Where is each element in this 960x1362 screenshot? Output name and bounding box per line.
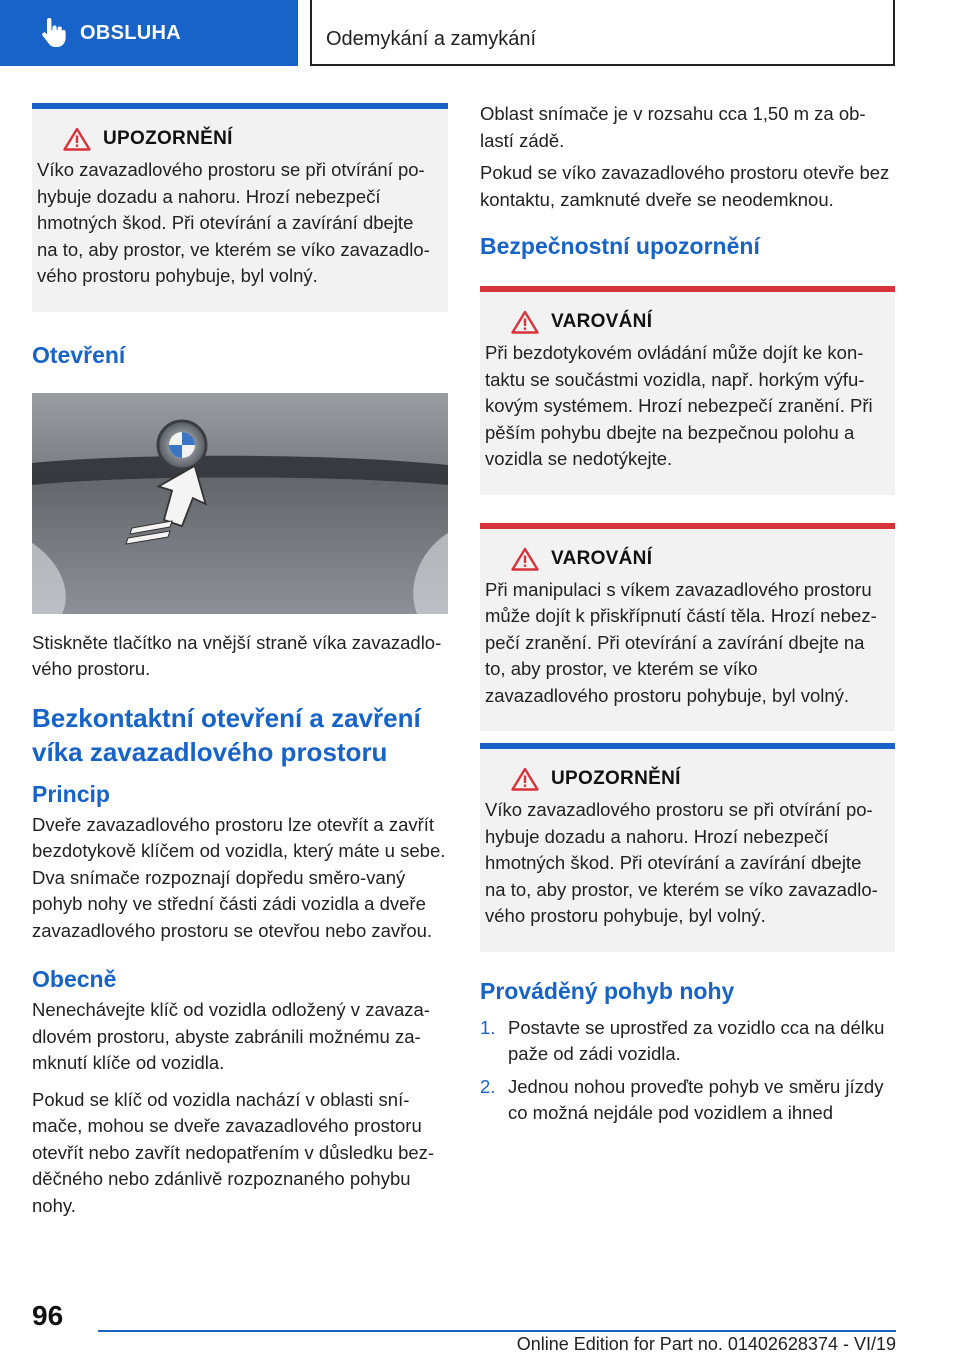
heading-safety: Bezpečnostní upozornění: [480, 233, 760, 259]
warning-text: Při manipulaci s víkem zavazadlového prostoru může dojít k přiskřípnutí částí těla. Hrozí nebez-pečí zranění. Při otevírání a zavírání dbejte na to, aby prostor, ve kterém se víko zavazadlového prostoru pohybuje, byl volný.: [485, 578, 877, 706]
trunk-button-photo: [32, 393, 448, 614]
section-label: OBSLUHA: [80, 21, 181, 44]
heading-movement: Prováděný pohyb nohy: [480, 977, 735, 1004]
warning-triangle-icon: [63, 127, 91, 151]
heading-princip: Princip: [32, 780, 110, 807]
heading-general: Obecně: [32, 966, 117, 992]
warning-text: Při bezdotykovém ovládání může dojít ke kon-taktu se součástmi vozidla, např. horkým výfu-kovým systémem. Hrozí nebezpečí zranění. Při pěším pohybu dbejte na bezpečnou polohu a vozidla se nedotýkejte.: [485, 342, 873, 469]
right-column: [480, 101, 895, 1133]
heading-contactless: Bezkontaktní otevření a zavření víka zavazadlového prostoru: [32, 702, 421, 767]
notice-text: Víko zavazadlového prostoru se při otvírání po-hybuje dozadu a nahoru. Hrozí nebezpečí hmotných škod. Při otevírání a zavírání dbejte na to, aby prostor, ve kterém se víko zavazadlo-vého prostoru pohybuje, byl volný.: [485, 799, 878, 926]
section-tab[interactable]: [0, 0, 298, 66]
warning-triangle-icon: [511, 767, 539, 791]
princip-text: Dveře zavazadlového prostoru lze otevřít a zavřít bezdotykově klíčem od vozidla, který máte u sebe. Dva snímače rozpoznají dopředu směro-vaný pohyb nohy ve střední části zádi vozidla a dveře zavazadlového prostoru se otevřou nebo zavřou.: [32, 813, 446, 941]
warning-triangle-icon: [511, 547, 539, 571]
warning-triangle-icon: [511, 310, 539, 334]
page-number: 96: [32, 1300, 64, 1331]
chapter-header: [310, 0, 895, 66]
warning-title: VAROVÁNÍ: [551, 547, 653, 569]
notice-title: UPOZORNĚNÍ: [103, 128, 233, 149]
chapter-title: Odemykání a zamykání: [326, 28, 537, 50]
warning-title: VAROVÁNÍ: [551, 311, 653, 332]
general-text-2: Pokud se klíč od vozidla nachází v oblasti sní-mače, mohou se dveře zavazadlového prostoru otevřít nebo zavřít nedopatřením v důsledku bez-děčného nebo zdánlivě rozpoznaného pohybu nohy.: [32, 1088, 435, 1216]
open-instruction: Stiskněte tlačítko na vnější straně víka zavazadlo-vého prostoru.: [32, 631, 442, 679]
trunk-illustration: [32, 393, 448, 614]
heading-open: Otevření: [32, 341, 126, 368]
footer-divider: [98, 1330, 896, 1332]
notice-text: Víko zavazadlového prostoru se při otvírání po-hybuje dozadu a nahoru. Hrozí nebezpečí hmotných škod. Při otevírání a zavírání dbejte na to, aby prostor, ve kterém se víko zavazadlo-vého prostoru pohybuje, byl volný.: [37, 159, 430, 286]
warning-box-2: [480, 523, 895, 732]
edition-text: Online Edition for Part no. 01402628374 - VI/19: [516, 1334, 896, 1354]
notice-box: [32, 103, 448, 312]
notice-box: [480, 743, 895, 952]
warning-box-1: [480, 286, 895, 495]
sensor-range-text: Oblast snímače je v rozsahu cca 1,50 m za ob-lastí zádě.: [480, 103, 866, 151]
left-column: [32, 103, 448, 1219]
no-unlock-text: Pokud se víko zavazadlového prostoru otevře bez kontaktu, zamknuté dveře se neodemknou.: [480, 162, 890, 210]
list-item: 2. Jednou nohou proveďte pohyb ve směru jízdy co možná nejdále pod vozidlem a ihned: [480, 1075, 884, 1123]
hand-pointer-icon: [40, 18, 66, 48]
general-text-1: Nenechávejte klíč od vozidla odložený v zavaza-dlovém prostoru, abyste zabránili možnému za-mknutí klíče od vozidla.: [32, 999, 430, 1073]
list-item: 1. Postavte se uprostřed za vozidlo cca na délku paže od zádi vozidla.: [480, 1016, 885, 1064]
steps-list: [480, 1015, 895, 1127]
notice-title: UPOZORNĚNÍ: [551, 768, 681, 789]
